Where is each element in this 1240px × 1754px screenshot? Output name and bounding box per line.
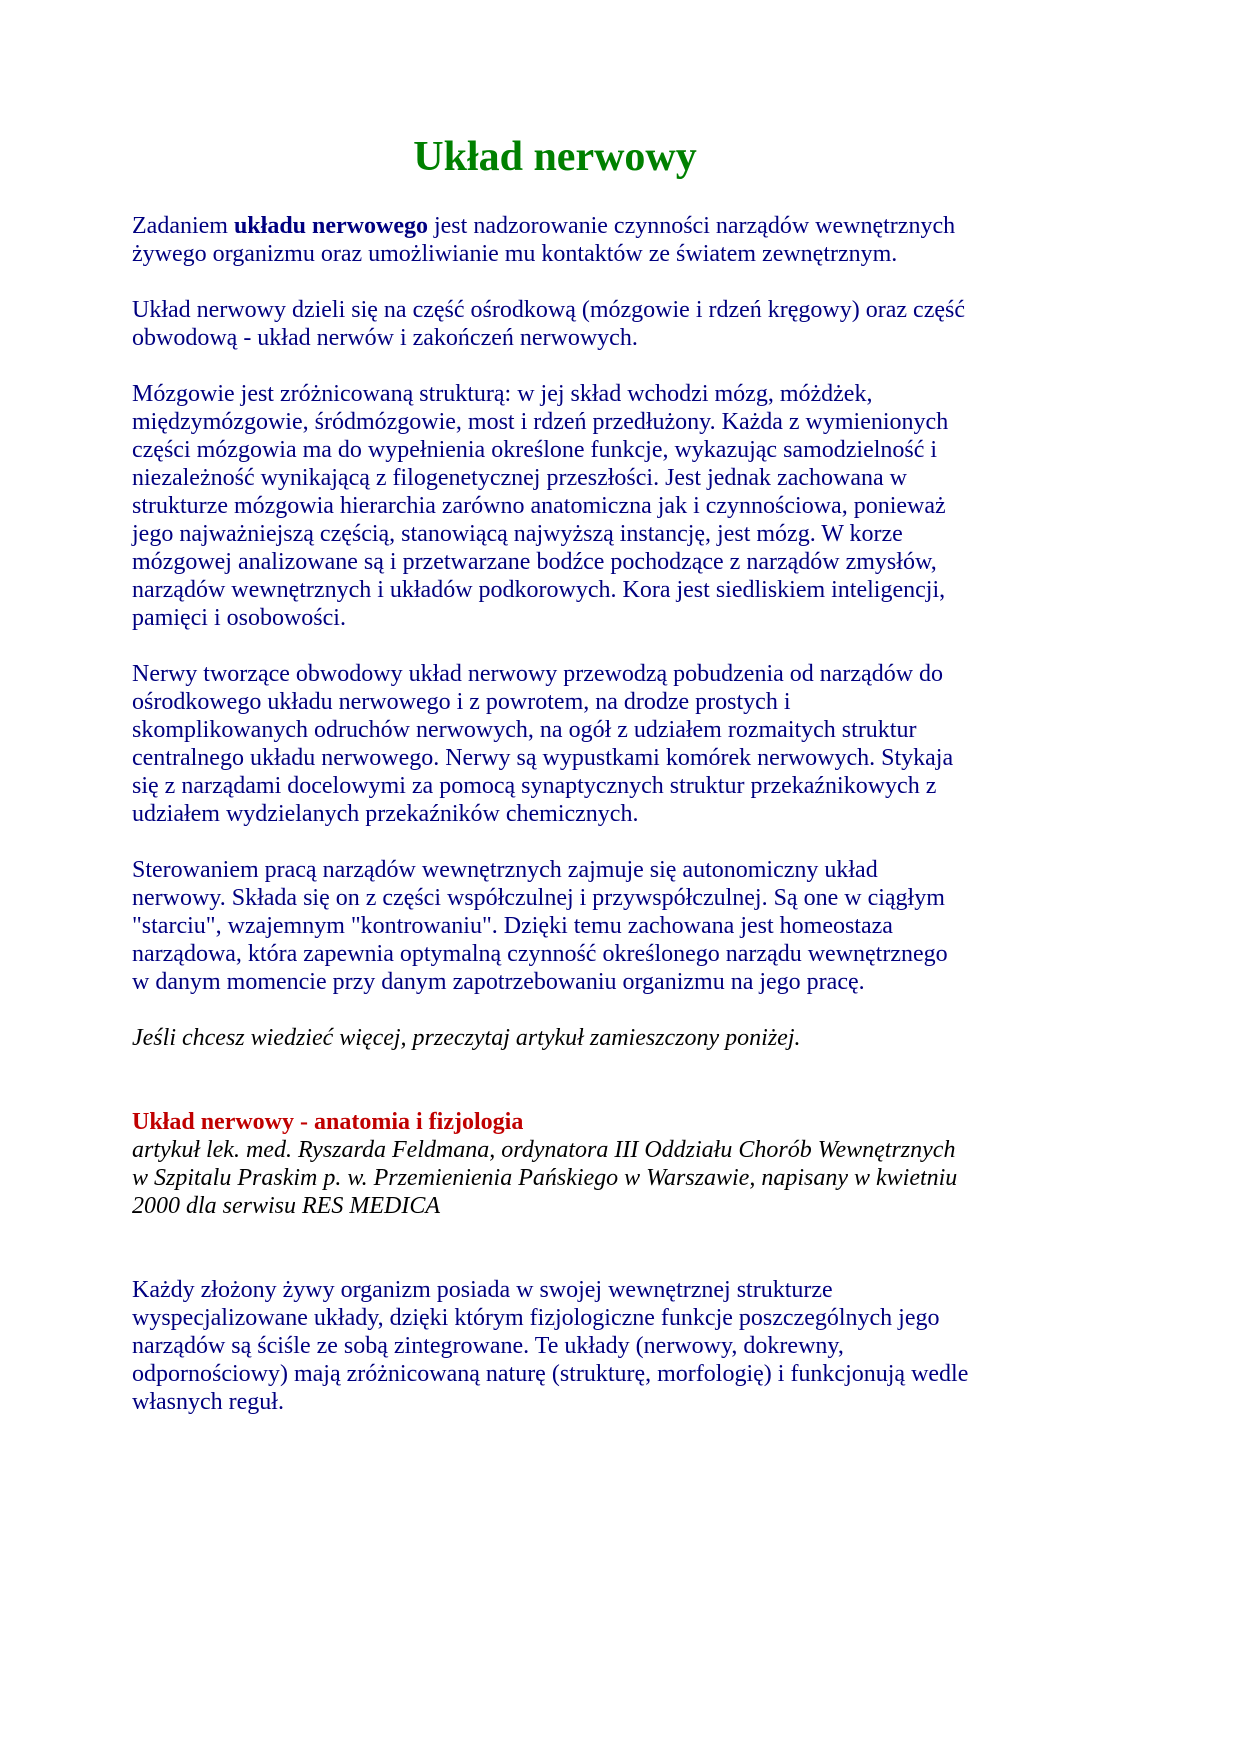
line: się z narządami docelowymi za pomocą synaptycznych struktur przekaźnikowych z	[132, 773, 937, 799]
text: Zadaniem	[132, 213, 234, 239]
line: narządów są ściśle ze sobą zintegrowane. Te układy (nerwowy, dokrewny,	[132, 1333, 844, 1359]
article-body-paragraph	[132, 1276, 1112, 1416]
more-info-note: Jeśli chcesz wiedzieć więcej, przeczytaj artykuł zamieszczony poniżej.	[132, 1025, 801, 1051]
byline-line: 2000 dla serwisu RES MEDICA	[132, 1193, 440, 1219]
line: części mózgowia ma do wypełnienia określone funkcje, wykazując samodzielność i	[132, 437, 938, 463]
line: Układ nerwowy dzieli się na część ośrodkową (mózgowie i rdzeń kręgowy) oraz część	[132, 297, 965, 323]
line: mózgowej analizowane są i przetwarzane bodźce pochodzące z narządów zmysłów,	[132, 549, 937, 575]
line: w danym momencie przy danym zapotrzebowaniu organizmu na jego pracę.	[132, 969, 865, 995]
line: "starciu", wzajemnym "kontrowaniu". Dzięki temu zachowana jest homeostaza	[132, 913, 893, 939]
byline-line: w Szpitalu Praskim p. w. Przemienienia Pańskiego w Warszawie, napisany w kwietniu	[132, 1165, 958, 1191]
body-paragraph	[132, 856, 1112, 996]
document-body	[132, 212, 1112, 1444]
body-paragraph	[132, 296, 1112, 352]
line: narządów wewnętrznych i układów podkorowych. Kora jest siedliskiem inteligencji,	[132, 577, 946, 603]
line: udziałem wydzielanych przekaźników chemicznych.	[132, 801, 639, 827]
text: jest nadzorowanie czynności narządów wewnętrznych	[427, 213, 956, 239]
body-paragraph	[132, 660, 1112, 828]
line: skomplikowanych odruchów nerwowych, na ogół z udziałem rozmaitych struktur	[132, 717, 917, 743]
line: odpornościowy) mają zróżnicowaną naturę (strukturę, morfologię) i funkcjonują wedle	[132, 1361, 969, 1387]
line: międzymózgowie, śródmózgowie, most i rdzeń przedłużony. Każda z wymienionych	[132, 409, 949, 435]
line: wyspecjalizowane układy, dzięki którym fizjologiczne funkcje poszczególnych jego	[132, 1305, 940, 1331]
intro-paragraph	[132, 212, 1112, 268]
line: centralnego układu nerwowego. Nerwy są wypustkami komórek nerwowych. Stykaja	[132, 745, 954, 771]
line: narządowa, która zapewnia optymalną czynność określonego narządu wewnętrznego	[132, 941, 948, 967]
line: żywego organizmu oraz umożliwianie mu kontaktów ze światem zewnętrznym.	[132, 241, 898, 267]
line: nerwowy. Składa się on z części współczulnej i przywspółczulnej. Są one w ciągłym	[132, 885, 945, 911]
article-header	[132, 1108, 1112, 1220]
body-paragraph	[132, 380, 1112, 632]
bold-term: układu nerwowego	[233, 213, 428, 239]
line: własnych reguł.	[132, 1389, 284, 1415]
line: pamięci i osobowości.	[132, 605, 346, 631]
line: Nerwy tworzące obwodowy układ nerwowy przewodzą pobudzenia od narządów do	[132, 661, 944, 687]
line: jego najważniejszą częścią, stanowiącą najwyższą instancję, jest mózg. W korze	[132, 521, 903, 547]
line: Sterowaniem pracą narządów wewnętrznych zajmuje się autonomiczny układ	[132, 857, 878, 883]
article-heading: Układ nerwowy - anatomia i fizjologia	[132, 1109, 524, 1135]
line: obwodową - układ nerwów i zakończeń nerwowych.	[132, 325, 638, 351]
line: Każdy złożony żywy organizm posiada w swojej wewnętrznej strukturze	[132, 1277, 833, 1303]
page-title: Układ nerwowy	[413, 134, 697, 180]
byline-line: artykuł lek. med. Ryszarda Feldmana, ordynatora III Oddziału Chorób Wewnętrznych	[132, 1137, 956, 1163]
line: strukturze mózgowia hierarchia zarówno anatomiczna jak i czynnościowa, ponieważ	[132, 493, 946, 519]
line: niezależność wynikającą z filogenetycznej przeszłości. Jest jednak zachowana w	[132, 465, 907, 491]
line: Mózgowie jest zróżnicowaną strukturą: w jej skład wchodzi mózg, móżdżek,	[132, 381, 873, 407]
line: ośrodkowego układu nerwowego i z powrotem, na drodze prostych i	[132, 689, 791, 715]
